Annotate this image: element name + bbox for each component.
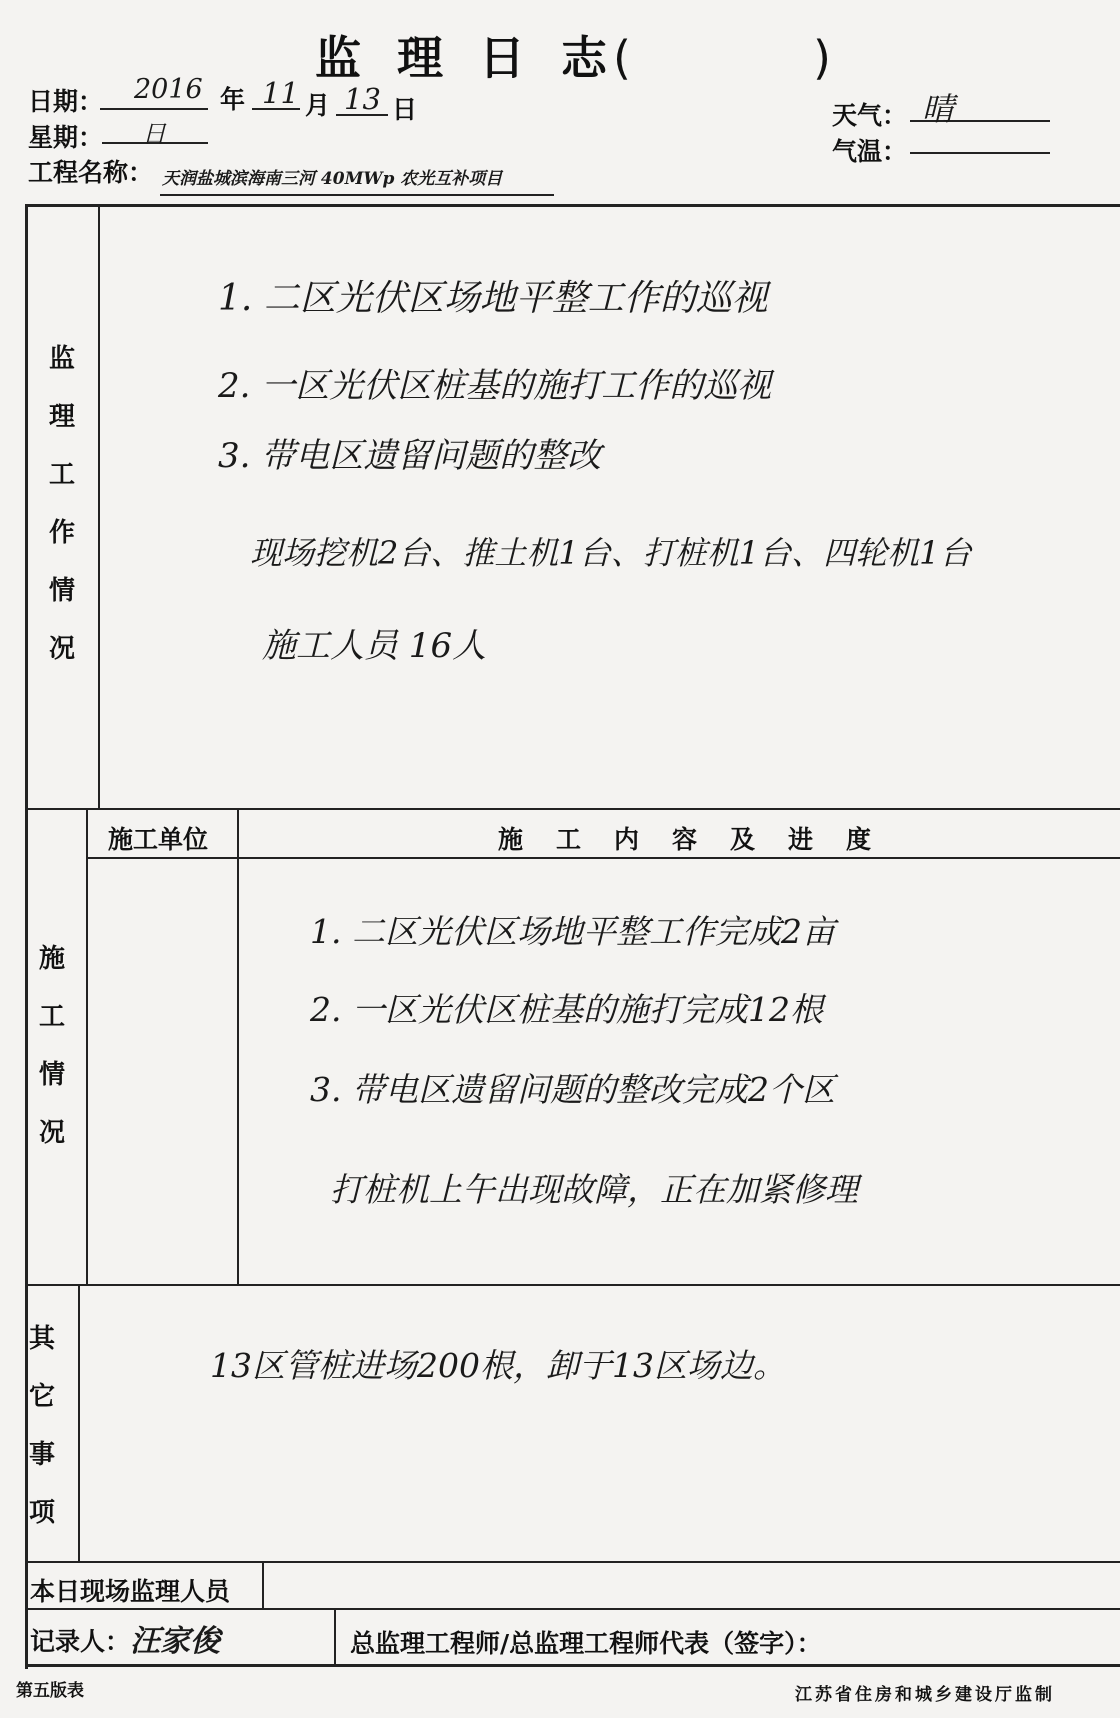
construction-label-column-line [86, 808, 88, 1284]
chief-signature-label: 总监理工程师/总监理工程师代表（签字）： [350, 1629, 822, 1658]
staff-label-column-line [262, 1561, 264, 1608]
weather-value: 晴 [922, 90, 955, 128]
divider-supervision-bottom [25, 808, 1120, 810]
supervision-line-5: 施工人员 16人 [262, 626, 487, 666]
construction-line-2: 2. 一区光伏区桩基的施打完成12根 [310, 990, 823, 1029]
month-label: 月 [305, 91, 331, 120]
section-label-char: 工 [48, 460, 75, 490]
section-label-char: 施 [38, 944, 65, 974]
supervision-line-3: 3. 带电区遗留问题的整改 [218, 436, 602, 476]
divider-staff-bottom [25, 1608, 1120, 1610]
year-underline [100, 108, 208, 110]
temperature-underline [910, 152, 1050, 154]
construction-unit-header: 施工单位 [108, 825, 209, 854]
divider-construction-bottom [25, 1284, 1120, 1286]
section-label-char: 况 [38, 1118, 65, 1148]
section-label-char: 工 [38, 1002, 65, 1032]
construction-line-4: 打桩机上午出现故障，正在加紧修理 [330, 1170, 858, 1209]
construction-line-3: 3. 带电区遗留问题的整改完成2个区 [310, 1070, 835, 1109]
construction-line-1: 1. 二区光伏区场地平整工作完成2亩 [310, 912, 835, 951]
weekday-label: 星期： [28, 123, 104, 152]
project-underline [160, 194, 554, 196]
section-label-char: 理 [48, 402, 75, 432]
title-char: 日 [479, 31, 527, 85]
footer-issuer: 江苏省住房和城乡建设厅监制 [795, 1685, 1055, 1705]
section-label-char: 作 [48, 518, 75, 548]
staff-label: 本日现场监理人员 [30, 1577, 231, 1606]
day-label: 日 [392, 95, 418, 124]
title-paren-open: ( [613, 31, 633, 85]
title-char: 志 [561, 31, 609, 85]
section-label-char: 项 [28, 1498, 55, 1528]
section-label-char: 况 [48, 634, 75, 664]
weekday-value: 日 [142, 120, 166, 148]
day-value: 13 [344, 82, 381, 116]
title-char: 理 [397, 31, 445, 85]
other-line-1: 13区管桩进场200根，卸于13区场边。 [210, 1346, 786, 1385]
year-label: 年 [220, 85, 246, 114]
footer-form-version: 第五版表 [16, 1681, 84, 1701]
divider-other-bottom [25, 1561, 1120, 1563]
year-value: 2016 [134, 74, 203, 105]
divider-construction-header [88, 857, 1120, 859]
recorder-label: 记录人： [30, 1627, 131, 1656]
weather-label: 天气： [832, 101, 908, 130]
recorder-signature: 汪家俊 [130, 1624, 220, 1659]
sign-column-line [334, 1608, 336, 1664]
construction-unit-column-line [237, 808, 239, 1284]
supervision-line-4: 现场挖机2台、推土机1台、打桩机1台、四轮机1台 [250, 534, 972, 572]
project-value: 天润盐城滨海南三河 40MWp 农光互补项目 [162, 169, 503, 189]
section-label-char: 情 [38, 1060, 65, 1090]
section-label-char: 事 [28, 1440, 55, 1470]
section-label-char: 它 [28, 1382, 55, 1412]
temperature-label: 气温： [832, 137, 908, 166]
other-label-column-line [78, 1284, 80, 1561]
construction-content-header: 施工内容及进度 [498, 825, 905, 854]
date-label: 日期： [28, 87, 104, 116]
supervision-label-column-line [98, 204, 100, 808]
section-label-char: 情 [48, 576, 75, 606]
section-label-char: 其 [28, 1324, 55, 1354]
section-label-char: 监 [48, 344, 75, 374]
supervision-line-2: 2. 一区光伏区桩基的施打工作的巡视 [218, 366, 772, 406]
page-title [315, 22, 833, 88]
month-value: 11 [262, 76, 299, 110]
divider-table-bottom [25, 1664, 1120, 1667]
title-char: 监 [315, 31, 363, 85]
project-label: 工程名称： [28, 158, 154, 187]
title-paren-close: ) [812, 31, 833, 85]
supervision-line-1: 1. 二区光伏区场地平整工作的巡视 [218, 278, 768, 319]
